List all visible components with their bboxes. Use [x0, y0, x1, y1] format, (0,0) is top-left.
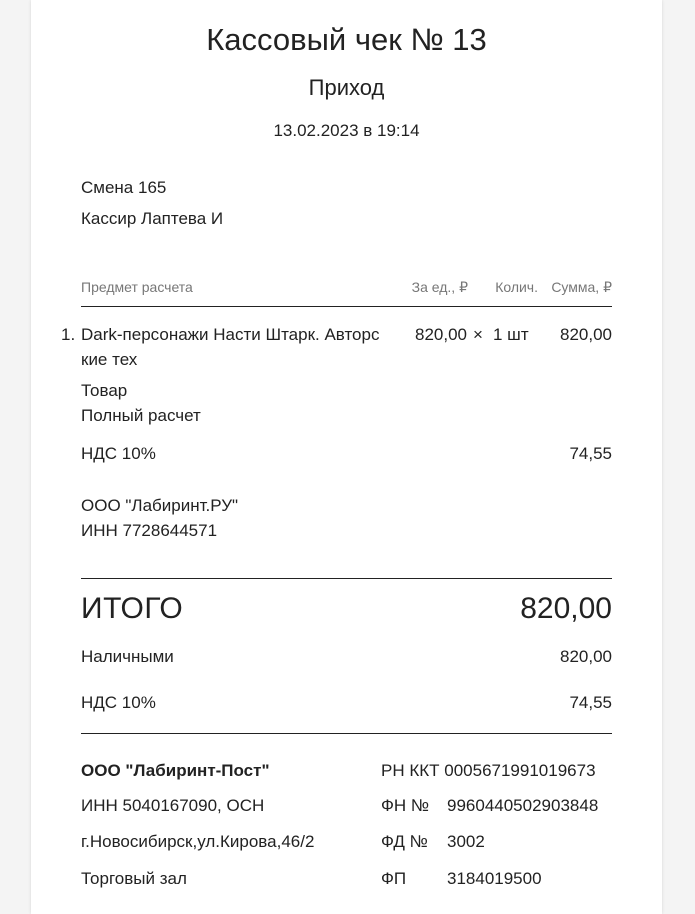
- item-name-line2: кие тех: [81, 350, 138, 369]
- receipt-title: Кассовый чек № 13: [206, 22, 487, 57]
- total-vat-label: НДС 10%: [81, 693, 156, 712]
- fp-value: 3184019500: [447, 869, 542, 888]
- fd-value: 3002: [447, 832, 485, 851]
- fn-label: ФН №: [381, 796, 430, 815]
- cash-label: Наличными: [81, 647, 174, 666]
- fp-label: ФП: [381, 869, 407, 888]
- org-address: г.Новосибирск,ул.Кирова,46/2: [81, 832, 315, 851]
- rn-kkt: РН ККТ 0005671991019673: [381, 761, 596, 780]
- item-type: Товар: [81, 381, 128, 400]
- total-label: ИТОГО: [81, 592, 184, 625]
- org-inn: ИНН 5040167090, ОСН: [81, 796, 265, 815]
- org-name: ООО "Лабиринт-Пост": [81, 761, 270, 780]
- supplier-name: ООО "Лабиринт.РУ": [81, 496, 239, 515]
- receipt-card: [31, 0, 662, 914]
- total-value: 820,00: [520, 592, 612, 625]
- header-divider: [81, 306, 612, 307]
- total-vat-value: 74,55: [569, 693, 612, 712]
- item-payment-method: Полный расчет: [81, 406, 201, 425]
- item-times-sign: ×: [473, 325, 483, 344]
- header-unit-price: За ед., ₽: [411, 279, 468, 295]
- header-sum: Сумма, ₽: [551, 279, 612, 295]
- totals-divider: [81, 733, 612, 734]
- item-number: 1.: [61, 325, 76, 344]
- item-vat-label: НДС 10%: [81, 444, 156, 463]
- item-quantity: 1 шт: [493, 325, 529, 344]
- receipt-type: Приход: [308, 75, 385, 100]
- header-quantity: Колич.: [495, 279, 538, 295]
- header-item: Предмет расчета: [81, 279, 193, 295]
- shift-number: Смена 165: [81, 178, 167, 197]
- fd-label: ФД №: [381, 832, 428, 851]
- cash-value: 820,00: [560, 647, 612, 666]
- item-name-line1: Dark-персонажи Насти Штарк. Авторс: [81, 325, 380, 344]
- item-sum: 820,00: [560, 325, 612, 344]
- fn-value: 9960440502903848: [447, 796, 599, 815]
- receipt-datetime: 13.02.2023 в 19:14: [273, 121, 420, 140]
- item-vat-value: 74,55: [569, 444, 612, 463]
- cashier-name: Кассир Лаптева И: [81, 209, 224, 228]
- supplier-inn: ИНН 7728644571: [81, 521, 218, 540]
- org-place: Торговый зал: [81, 869, 187, 888]
- item-unit-price: 820,00: [415, 325, 467, 344]
- items-divider: [81, 578, 612, 579]
